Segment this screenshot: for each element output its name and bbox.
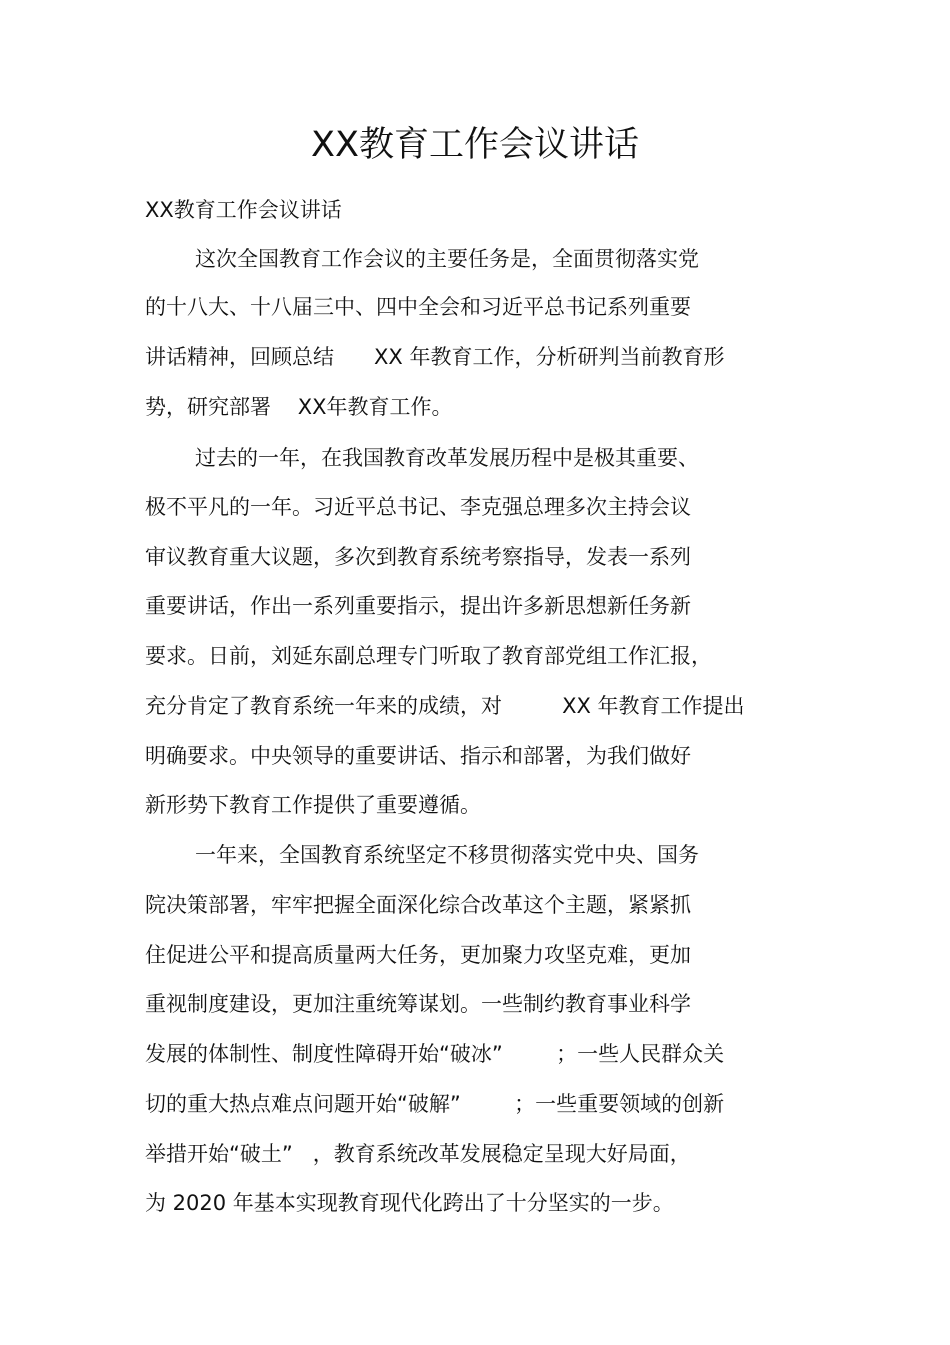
paragraph-line: 为 2020 年基本实现教育现代化跨出了十分坚实的一步。 — [145, 1191, 674, 1215]
paragraph-line: 的十八大、十八届三中、四中全会和习近平总书记系列重要 — [145, 295, 691, 319]
paragraph-line: 住促进公平和提高质量两大任务，更加聚力攻坚克难，更加 — [145, 943, 691, 967]
paragraph-line: 切的重大热点难点问题开始“破解” ；一些重要领域的创新 — [145, 1092, 725, 1116]
document-title: XX教育工作会议讲话 — [311, 125, 639, 165]
paragraph-line: 讲话精神，回顾总结 XX 年教育工作，分析研判当前教育形 — [145, 345, 725, 369]
paragraph-line: 明确要求。中央领导的重要讲话、指示和部署，为我们做好 — [145, 744, 691, 768]
paragraph-line: 举措开始“破土” ，教育系统改革发展稳定呈现大好局面， — [145, 1142, 691, 1166]
paragraph-line: 极不平凡的一年。习近平总书记、李克强总理多次主持会议 — [145, 495, 691, 519]
paragraph-line: 新形势下教育工作提供了重要遵循。 — [145, 793, 481, 817]
paragraph-line: 这次全国教育工作会议的主要任务是，全面贯彻落实党 — [195, 247, 699, 271]
paragraph-line: 一年来，全国教育系统坚定不移贯彻落实党中央、国务 — [195, 843, 699, 867]
paragraph-line: 充分肯定了教育系统一年来的成绩，对 XX 年教育工作提出 — [145, 694, 745, 718]
document-subtitle: XX教育工作会议讲话 — [145, 198, 342, 222]
paragraph-line: 过去的一年，在我国教育改革发展历程中是极其重要、 — [195, 446, 699, 470]
paragraph-line: 重要讲话，作出一系列重要指示，提出许多新思想新任务新 — [145, 594, 691, 618]
paragraph-line: 势，研究部署 XX年教育工作。 — [145, 395, 453, 419]
paragraph-line: 要求。日前，刘延东副总理专门听取了教育部党组工作汇报， — [145, 644, 712, 668]
paragraph-line: 发展的体制性、制度性障碍开始“破冰” ；一些人民群众关 — [145, 1042, 725, 1066]
paragraph-line: 院决策部署，牢牢把握全面深化综合改革这个主题，紧紧抓 — [145, 893, 691, 917]
paragraph-line: 审议教育重大议题，多次到教育系统考察指导，发表一系列 — [145, 545, 691, 569]
paragraph-line: 重视制度建设，更加注重统筹谋划。一些制约教育事业科学 — [145, 992, 691, 1016]
